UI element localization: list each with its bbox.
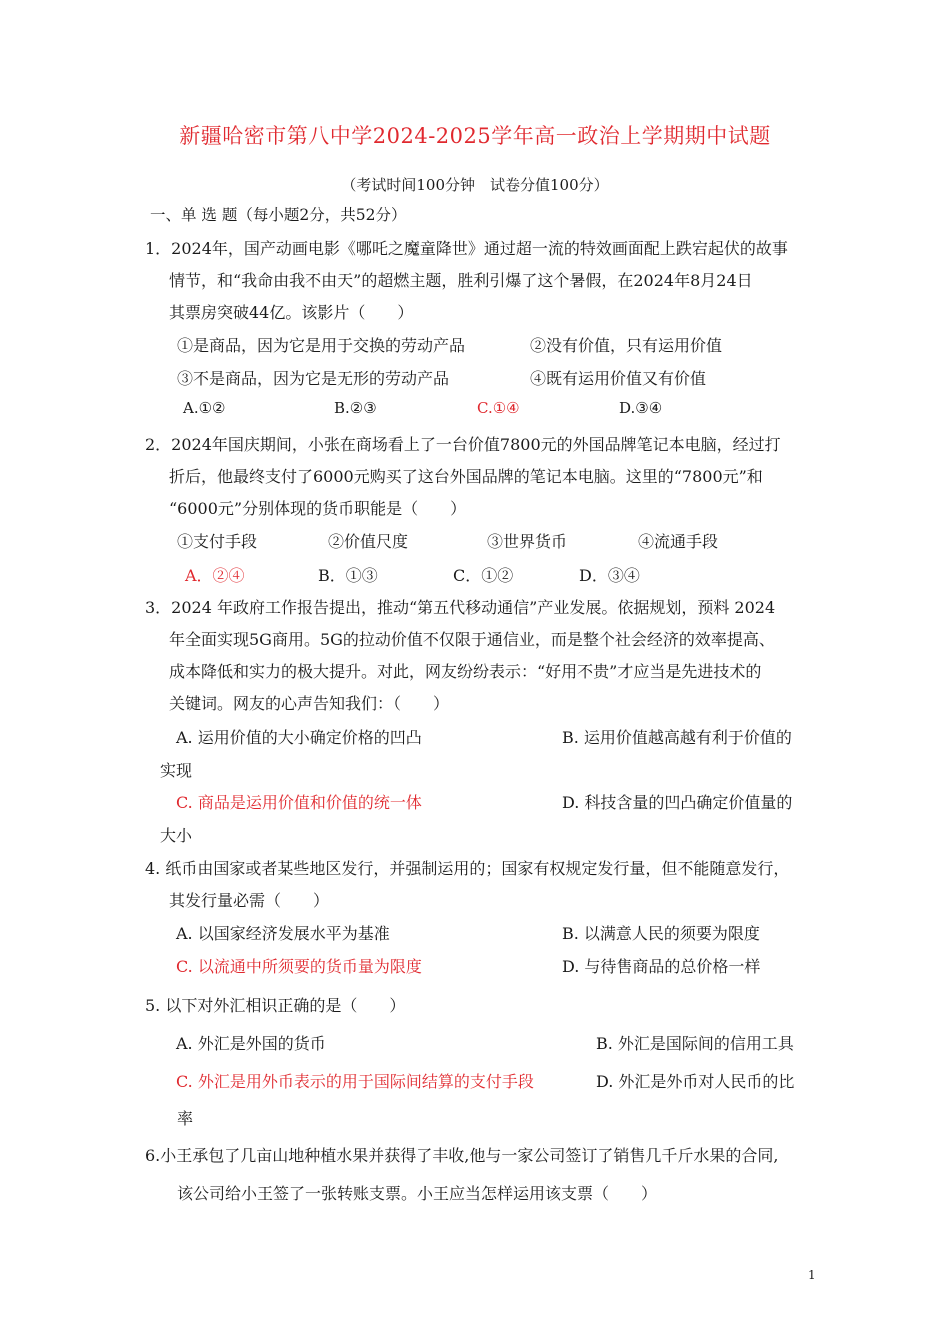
- question-3-option-c-answer: C. 商品是运用价值和价值的统一体: [176, 793, 422, 812]
- question-4-line-2: 其发行量必需（ ）: [169, 891, 330, 910]
- question-1-option-b: B.②③: [334, 399, 377, 417]
- question-3-option-d-wrap: 大小: [160, 826, 193, 845]
- question-3-line-3: 成本降低和实力的极大提升。对此，网友纷纷表示：“好用不贵”才应当是先进技术的: [169, 662, 762, 681]
- section-heading: 一、单 选 题（每小题2分，共52分）: [150, 206, 407, 224]
- question-2-option-d: D．③④: [579, 566, 640, 585]
- question-6-line-1: 6.小王承包了几亩山地种植水果并获得了丰收,他与一家公司签订了销售几千斤水果的合同,: [145, 1146, 779, 1165]
- question-5-option-d-wrap: 率: [177, 1109, 194, 1128]
- page-title: 新疆哈密市第八中学2024-2025学年高一政治上学期期中试题: [179, 124, 771, 148]
- question-2-option-b: B．①③: [318, 566, 378, 585]
- question-2-option-a-answer: A．②④: [185, 566, 245, 585]
- question-1-statement-3: ③不是商品，因为它是无形的劳动产品: [177, 369, 450, 388]
- question-3-line-2: 年全面实现5G商用。5G的拉动价值不仅限于通信业，而是整个社会经济的效率提高、: [169, 630, 775, 649]
- question-3-option-d: D. 科技含量的凹凸确定价值量的: [562, 793, 793, 812]
- question-5-option-d: D. 外汇是外币对人民币的比: [596, 1072, 795, 1091]
- question-1-statement-2: ②没有价值，只有运用价值: [530, 336, 723, 355]
- question-5-option-a: A. 外汇是外国的货币: [176, 1034, 326, 1053]
- question-1-line-2: 情节，和“我命由我不由天”的超燃主题，胜利引爆了这个暑假，在2024年8月24日: [169, 271, 753, 290]
- exam-info: （考试时间100分钟 试卷分值100分）: [341, 176, 609, 194]
- question-6-line-2: 该公司给小王签了一张转账支票。小王应当怎样运用该支票（ ）: [177, 1184, 658, 1203]
- question-3-option-b-wrap: 实现: [160, 761, 193, 780]
- question-2-option-c: C．①②: [453, 566, 514, 585]
- question-4-option-b: B. 以满意人民的须要为限度: [562, 924, 760, 943]
- question-4-option-d: D. 与待售商品的总价格一样: [562, 957, 761, 976]
- question-4-option-a: A. 以国家经济发展水平为基准: [176, 924, 390, 943]
- question-1-statement-1: ①是商品，因为它是用于交换的劳动产品: [177, 336, 466, 355]
- question-4-option-c-answer: C. 以流通中所须要的货币量为限度: [176, 957, 422, 976]
- question-3-line-1: 3．2024 年政府工作报告提出，推动“第五代移动通信”产业发展。依据规划，预料 2024: [145, 598, 776, 617]
- question-1-statement-4: ④既有运用价值又有价值: [530, 369, 707, 388]
- question-4-line-1: 4. 纸币由国家或者某些地区发行，并强制运用的；国家有权规定发行量，但不能随意发行，: [145, 859, 790, 878]
- question-2-statement-3: ③世界货币: [487, 532, 568, 551]
- question-2-statement-4: ④流通手段: [638, 532, 719, 551]
- question-3-option-a: A. 运用价值的大小确定价格的凹凸: [176, 728, 422, 747]
- question-1-line-1: 1．2024年，国产动画电影《哪吒之魔童降世》通过超一流的特效画面配上跌宕起伏的故事: [145, 239, 788, 258]
- question-3-line-4: 关键词。网友的心声告知我们：（ ）: [169, 694, 450, 713]
- question-1-option-c-answer: C.①④: [477, 399, 520, 417]
- question-5-line-1: 5. 以下对外汇相识正确的是（ ）: [145, 996, 406, 1015]
- question-1-option-a: A.①②: [183, 399, 226, 417]
- question-5-option-b: B. 外汇是国际间的信用工具: [596, 1034, 794, 1053]
- question-3-option-b: B. 运用价值越高越有利于价值的: [562, 728, 792, 747]
- question-2-statement-2: ②价值尺度: [328, 532, 409, 551]
- question-5-option-c-answer: C. 外汇是用外币表示的用于国际间结算的支付手段: [176, 1072, 534, 1091]
- question-2-statement-1: ①支付手段: [177, 532, 258, 551]
- question-1-line-3: 其票房突破44亿。该影片（ ）: [169, 303, 414, 322]
- question-2-line-1: 2．2024年国庆期间，小张在商场看上了一台价值7800元的外国品牌笔记本电脑，经过打: [145, 435, 781, 454]
- page-number: 1: [808, 1268, 816, 1282]
- question-2-line-2: 折后，他最终支付了6000元购买了这台外国品牌的笔记本电脑。这里的“7800元”和: [169, 467, 763, 486]
- question-2-line-3: “6000元”分别体现的货币职能是（ ）: [169, 499, 467, 518]
- question-1-option-d: D.③④: [619, 399, 663, 417]
